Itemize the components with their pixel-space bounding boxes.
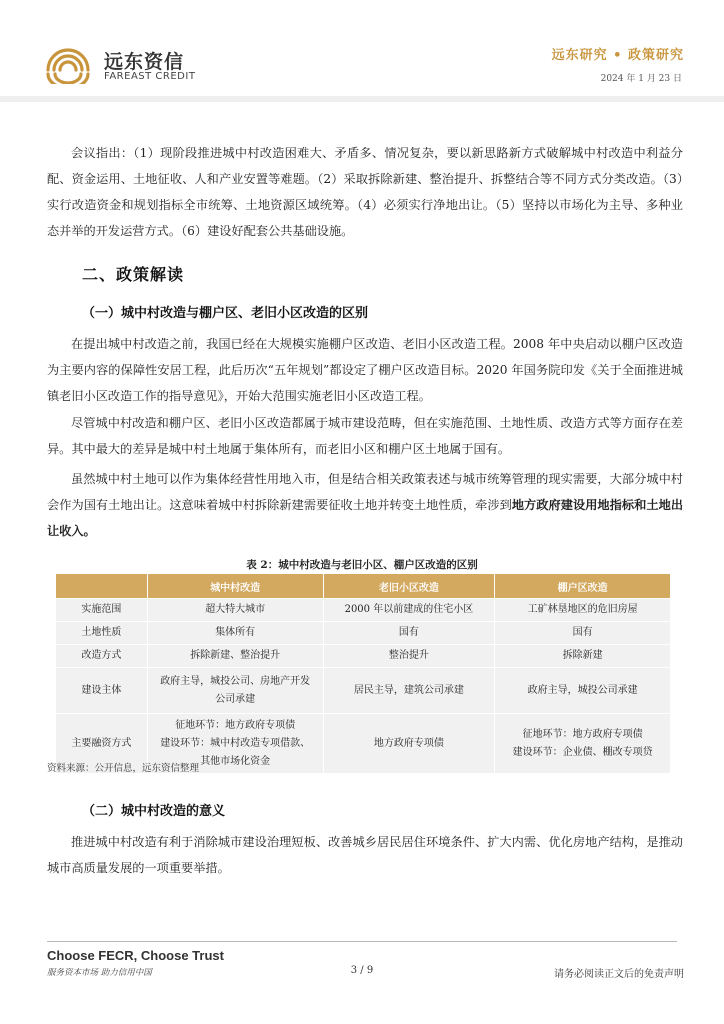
table-cell: 国有 xyxy=(495,622,671,645)
table-row xyxy=(56,645,671,668)
table-cell xyxy=(147,668,323,714)
table-cell: 居民主导，建筑公司承建 xyxy=(323,668,495,714)
table-header-urban-village: 城中村改造 xyxy=(147,574,323,599)
table-cell: 拆除新建 xyxy=(495,645,671,668)
footer-tagline: 服务资本市场 助力信用中国 xyxy=(47,968,152,978)
meeting-points-paragraph: 会议指出：（1）现阶段推进城中村改造困难大、矛盾多、情况复杂，要以新思路新方式破解城中村改造中利益分配、资金运用、土地征收、人和产业安置等难题。（2）采取拆除新建、整治提升、拆整结合等不同方式分类改造。（3）实行改造资金和规划指标全市统筹、土地资源区域统筹。（4）必须实行净地出让。（5）坚持以市场化为主导、多种业态并举的开发运营方式。（6）建设好配套公共基础设施。 xyxy=(47,146,683,238)
table-cell: 2000 年以前建成的住宅小区 xyxy=(323,599,495,622)
cell-line: 征地环节：地方政府专项债 xyxy=(175,719,296,731)
footer-disclaimer: 请务必阅读正文后的免责声明 xyxy=(554,969,684,980)
fareast-logo-icon xyxy=(42,42,94,84)
cell-line: 建设环节：城中村改造专项借款、 xyxy=(160,737,311,749)
table-cell: 地方政府专项债 xyxy=(323,714,495,774)
table-cell: 政府主导，城投公司承建 xyxy=(495,668,671,714)
table-row xyxy=(56,668,671,714)
paragraph-background: 在提出城中村改造之前，我国已经在大规模实施棚户区改造、老旧小区改造工程。2008 年中央启动以棚户区改造为主要内容的保障性安居工程，此后历次“五年规划”都设定了棚户区改造目标。2020 年国务院印发《关于全面推进城镇老旧小区改造工作的指导意见》，开始大范围实施老旧小区改造工程。 xyxy=(47,337,683,403)
paragraph-significance: 推进城中村改造有利于消除城市建设治理短板、改善城乡居民居住环境条件、扩大内需、优化房地产结构，是推动城市高质量发展的一项重要举措。 xyxy=(47,835,683,875)
cell-line: 政府主导，城投公司、房地产开发 xyxy=(160,675,311,687)
paragraph-land-nature xyxy=(47,466,683,544)
table-cell xyxy=(495,714,671,774)
table-header-shantytown: 棚户区改造 xyxy=(495,574,671,599)
cell-line: 其他市场化资金 xyxy=(200,755,271,767)
table-cell: 集体所有 xyxy=(147,622,323,645)
report-series-title: 远东研究 • 政策研究 xyxy=(551,48,684,63)
report-date: 2024 年 1 月 23 日 xyxy=(600,74,682,84)
table-cell: 工矿林垦地区的危旧房屋 xyxy=(495,599,671,622)
row-label: 实施范围 xyxy=(56,599,148,622)
cell-line: 征地环节：地方政府专项债 xyxy=(522,728,643,740)
subsection-heading-differences: （一）城中村改造与棚户区、老旧小区改造的区别 xyxy=(82,306,369,321)
brand-name-cn: 远东资信 xyxy=(104,51,185,73)
subsection-heading-significance: （二）城中村改造的意义 xyxy=(82,804,226,819)
header-divider xyxy=(0,96,724,102)
row-label: 改造方式 xyxy=(56,645,148,668)
footer-slogan: Choose FECR, Choose Trust xyxy=(47,948,224,963)
table-header-old-community: 老旧小区改造 xyxy=(323,574,495,599)
table-cell: 超大特大城市 xyxy=(147,599,323,622)
page-header xyxy=(0,0,724,102)
row-label: 主要融资方式 xyxy=(56,714,148,774)
table-source-note: 资料来源：公开信息，远东资信整理 xyxy=(47,763,200,774)
row-label: 建设主体 xyxy=(56,668,148,714)
table-cell: 国有 xyxy=(323,622,495,645)
table-cell: 整治提升 xyxy=(323,645,495,668)
table-header-blank xyxy=(56,574,148,599)
table-caption: 表 2：城中村改造与老旧小区、棚户区改造的区别 xyxy=(246,559,478,571)
section-heading-policy-interpretation: 二、政策解读 xyxy=(82,265,185,284)
table-row xyxy=(56,622,671,645)
paragraph-land-nature-emphasis: 地方政府建设用地指标和土地出让收入。 xyxy=(47,498,684,538)
cell-line: 建设环节：企业债、棚改专项贷 xyxy=(512,746,653,758)
table-header-row xyxy=(56,574,671,599)
brand-name-en: FAREAST CREDIT xyxy=(104,71,196,82)
table-row xyxy=(56,599,671,622)
comparison-table xyxy=(55,573,671,774)
cell-line: 公司承建 xyxy=(215,693,256,705)
paragraph-land-nature-text: 虽然城中村土地可以作为集体经营性用地入市，但是结合相关政策表述与城市统筹管理的现实需要，大部分城中村会作为国有土地出让。这意味着城中村拆除新建需要征收土地并转变土地性质，牵涉到 xyxy=(47,472,683,512)
table-cell: 拆除新建、整治提升 xyxy=(147,645,323,668)
footer-divider xyxy=(47,941,677,942)
page-number: 3 / 9 xyxy=(350,965,374,976)
paragraph-differences: 尽管城中村改造和棚户区、老旧小区改造都属于城市建设范畴，但在实施范围、土地性质、改造方式等方面存在差异。其中最大的差异是城中村土地属于集体所有，而老旧小区和棚户区土地属于国有。 xyxy=(47,416,683,456)
row-label: 土地性质 xyxy=(56,622,148,645)
